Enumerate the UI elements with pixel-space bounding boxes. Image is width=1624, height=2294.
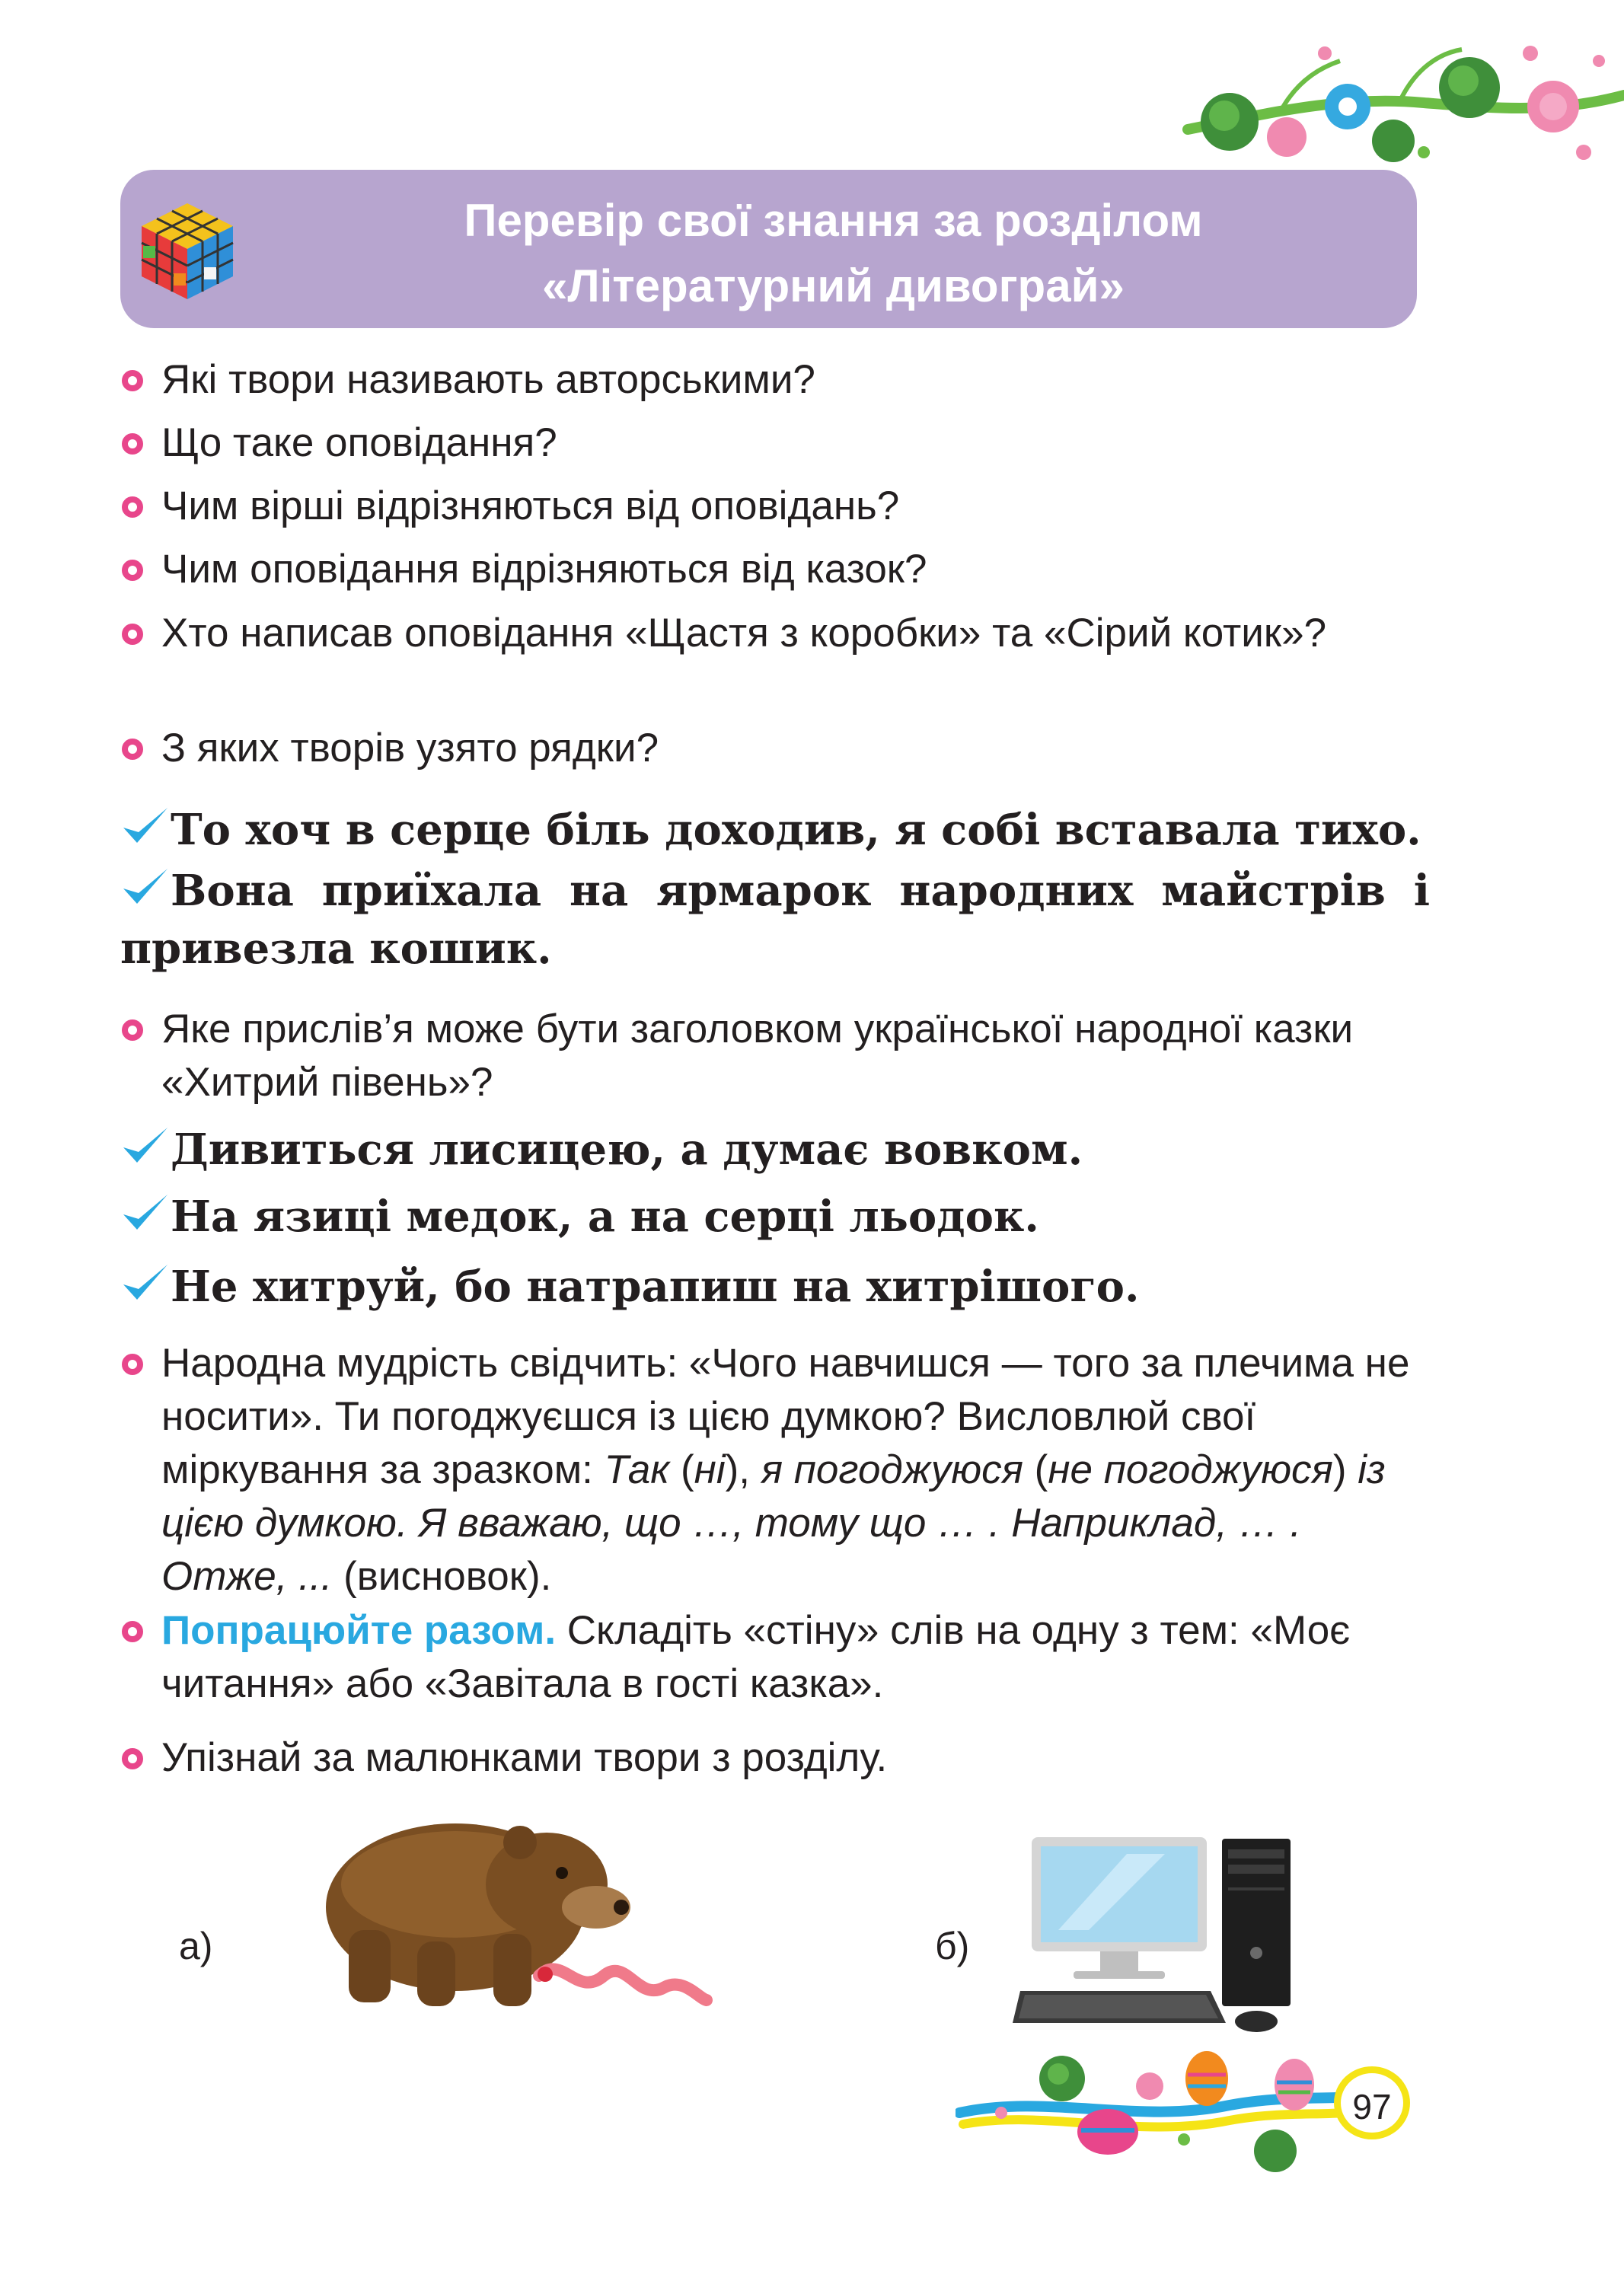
question-item <box>122 1003 1416 1109</box>
quote-text: То хоч в серце біль доходив, я собі вставала тихо. <box>171 805 1421 855</box>
question-item <box>122 607 1370 660</box>
pink-bullet-icon <box>122 1019 143 1041</box>
rubiks-cube-icon <box>134 197 241 304</box>
question-item <box>122 353 1431 407</box>
question-item <box>122 722 1431 775</box>
section-title-line1: Перевір свої знання за розділом <box>464 195 1203 246</box>
blue-checkmark-icon <box>120 1192 171 1236</box>
question-text: Що таке оповідання? <box>161 420 557 465</box>
page-number: 97 <box>1352 2087 1392 2126</box>
question-text: Попрацюйте разом. Складіть «стіну» слів на одну з тем: «Моє читання» або «Завітала в гості казка». <box>161 1608 1351 1706</box>
section-title <box>349 188 1318 319</box>
question-item <box>122 543 1431 596</box>
blue-checkmark-icon <box>120 866 171 910</box>
question-item <box>122 416 1431 470</box>
pink-bullet-icon <box>122 1621 143 1642</box>
question-item <box>122 480 1431 533</box>
page-number-badge <box>1334 2066 1410 2139</box>
pink-bullet-icon <box>122 560 143 581</box>
blue-checkmark-icon <box>120 1262 171 1306</box>
proverb-line <box>120 1258 1430 1316</box>
picture-label-a: а) <box>179 1925 213 1967</box>
question-text: Хто написав оповідання «Щастя з коробки» та «Сірий котик»? <box>161 611 1327 656</box>
question-item <box>122 1731 1431 1785</box>
question-text: Чим вірші відрізняються від оповідань? <box>161 483 900 528</box>
pink-bullet-icon <box>122 1354 143 1375</box>
computer-illustration <box>1013 1831 1302 2037</box>
proverb-text: На язиці медок, а на серці льодок. <box>171 1192 1039 1242</box>
blue-checkmark-icon <box>120 1125 171 1169</box>
pink-bullet-icon <box>122 496 143 518</box>
pink-bullet-icon <box>122 433 143 455</box>
question-text: Чим оповідання відрізняються від казок? <box>161 547 927 592</box>
proverb-line <box>120 1121 1430 1179</box>
question-text: Яке прислів’я може бути заголовком української народної казки «Хитрий півень»? <box>161 1007 1354 1105</box>
section-header-banner <box>120 170 1417 328</box>
section-title-line2: «Літературний дивограй» <box>542 260 1125 311</box>
question-item <box>122 1337 1431 1603</box>
question-text: Народна мудрість свідчить: «Чого навчишся — того за плечима не носити». Ти погоджуєшся із цією думкою? Висловлюй свої міркування за зразком: Так (ні), я погоджуюся (не погоджуюся) із цією думкою. Я вважаю, що …, тому що … . Наприклад, … . Отже, ... (висновок). <box>161 1341 1410 1599</box>
quote-text: Вона приїхала на ярмарок народних майстрів і привезла кошик. <box>120 866 1430 974</box>
work-together-label: Попрацюйте разом. <box>161 1608 557 1653</box>
proverb-text: Не хитруй, бо натрапиш на хитрішого. <box>171 1262 1140 1312</box>
quote-line <box>120 862 1430 978</box>
proverb-line <box>120 1188 1430 1246</box>
question-text: З яких творів узято рядки? <box>161 726 659 771</box>
question-item <box>122 1604 1416 1711</box>
picture-label-b: б) <box>935 1925 970 1967</box>
question-text: Які твори називають авторськими? <box>161 357 815 402</box>
blue-checkmark-icon <box>120 805 171 849</box>
question-text: Упізнай за малюнками твори з розділу. <box>161 1735 888 1780</box>
proverb-text: Дивиться лисицею, а думає вовком. <box>171 1125 1083 1175</box>
pink-bullet-icon <box>122 1748 143 1769</box>
pink-bullet-icon <box>122 624 143 645</box>
quote-line <box>120 801 1430 859</box>
bear-illustration <box>303 1793 714 2021</box>
pink-bullet-icon <box>122 739 143 760</box>
floral-branch-decoration <box>1173 23 1624 175</box>
pink-bullet-icon <box>122 370 143 391</box>
